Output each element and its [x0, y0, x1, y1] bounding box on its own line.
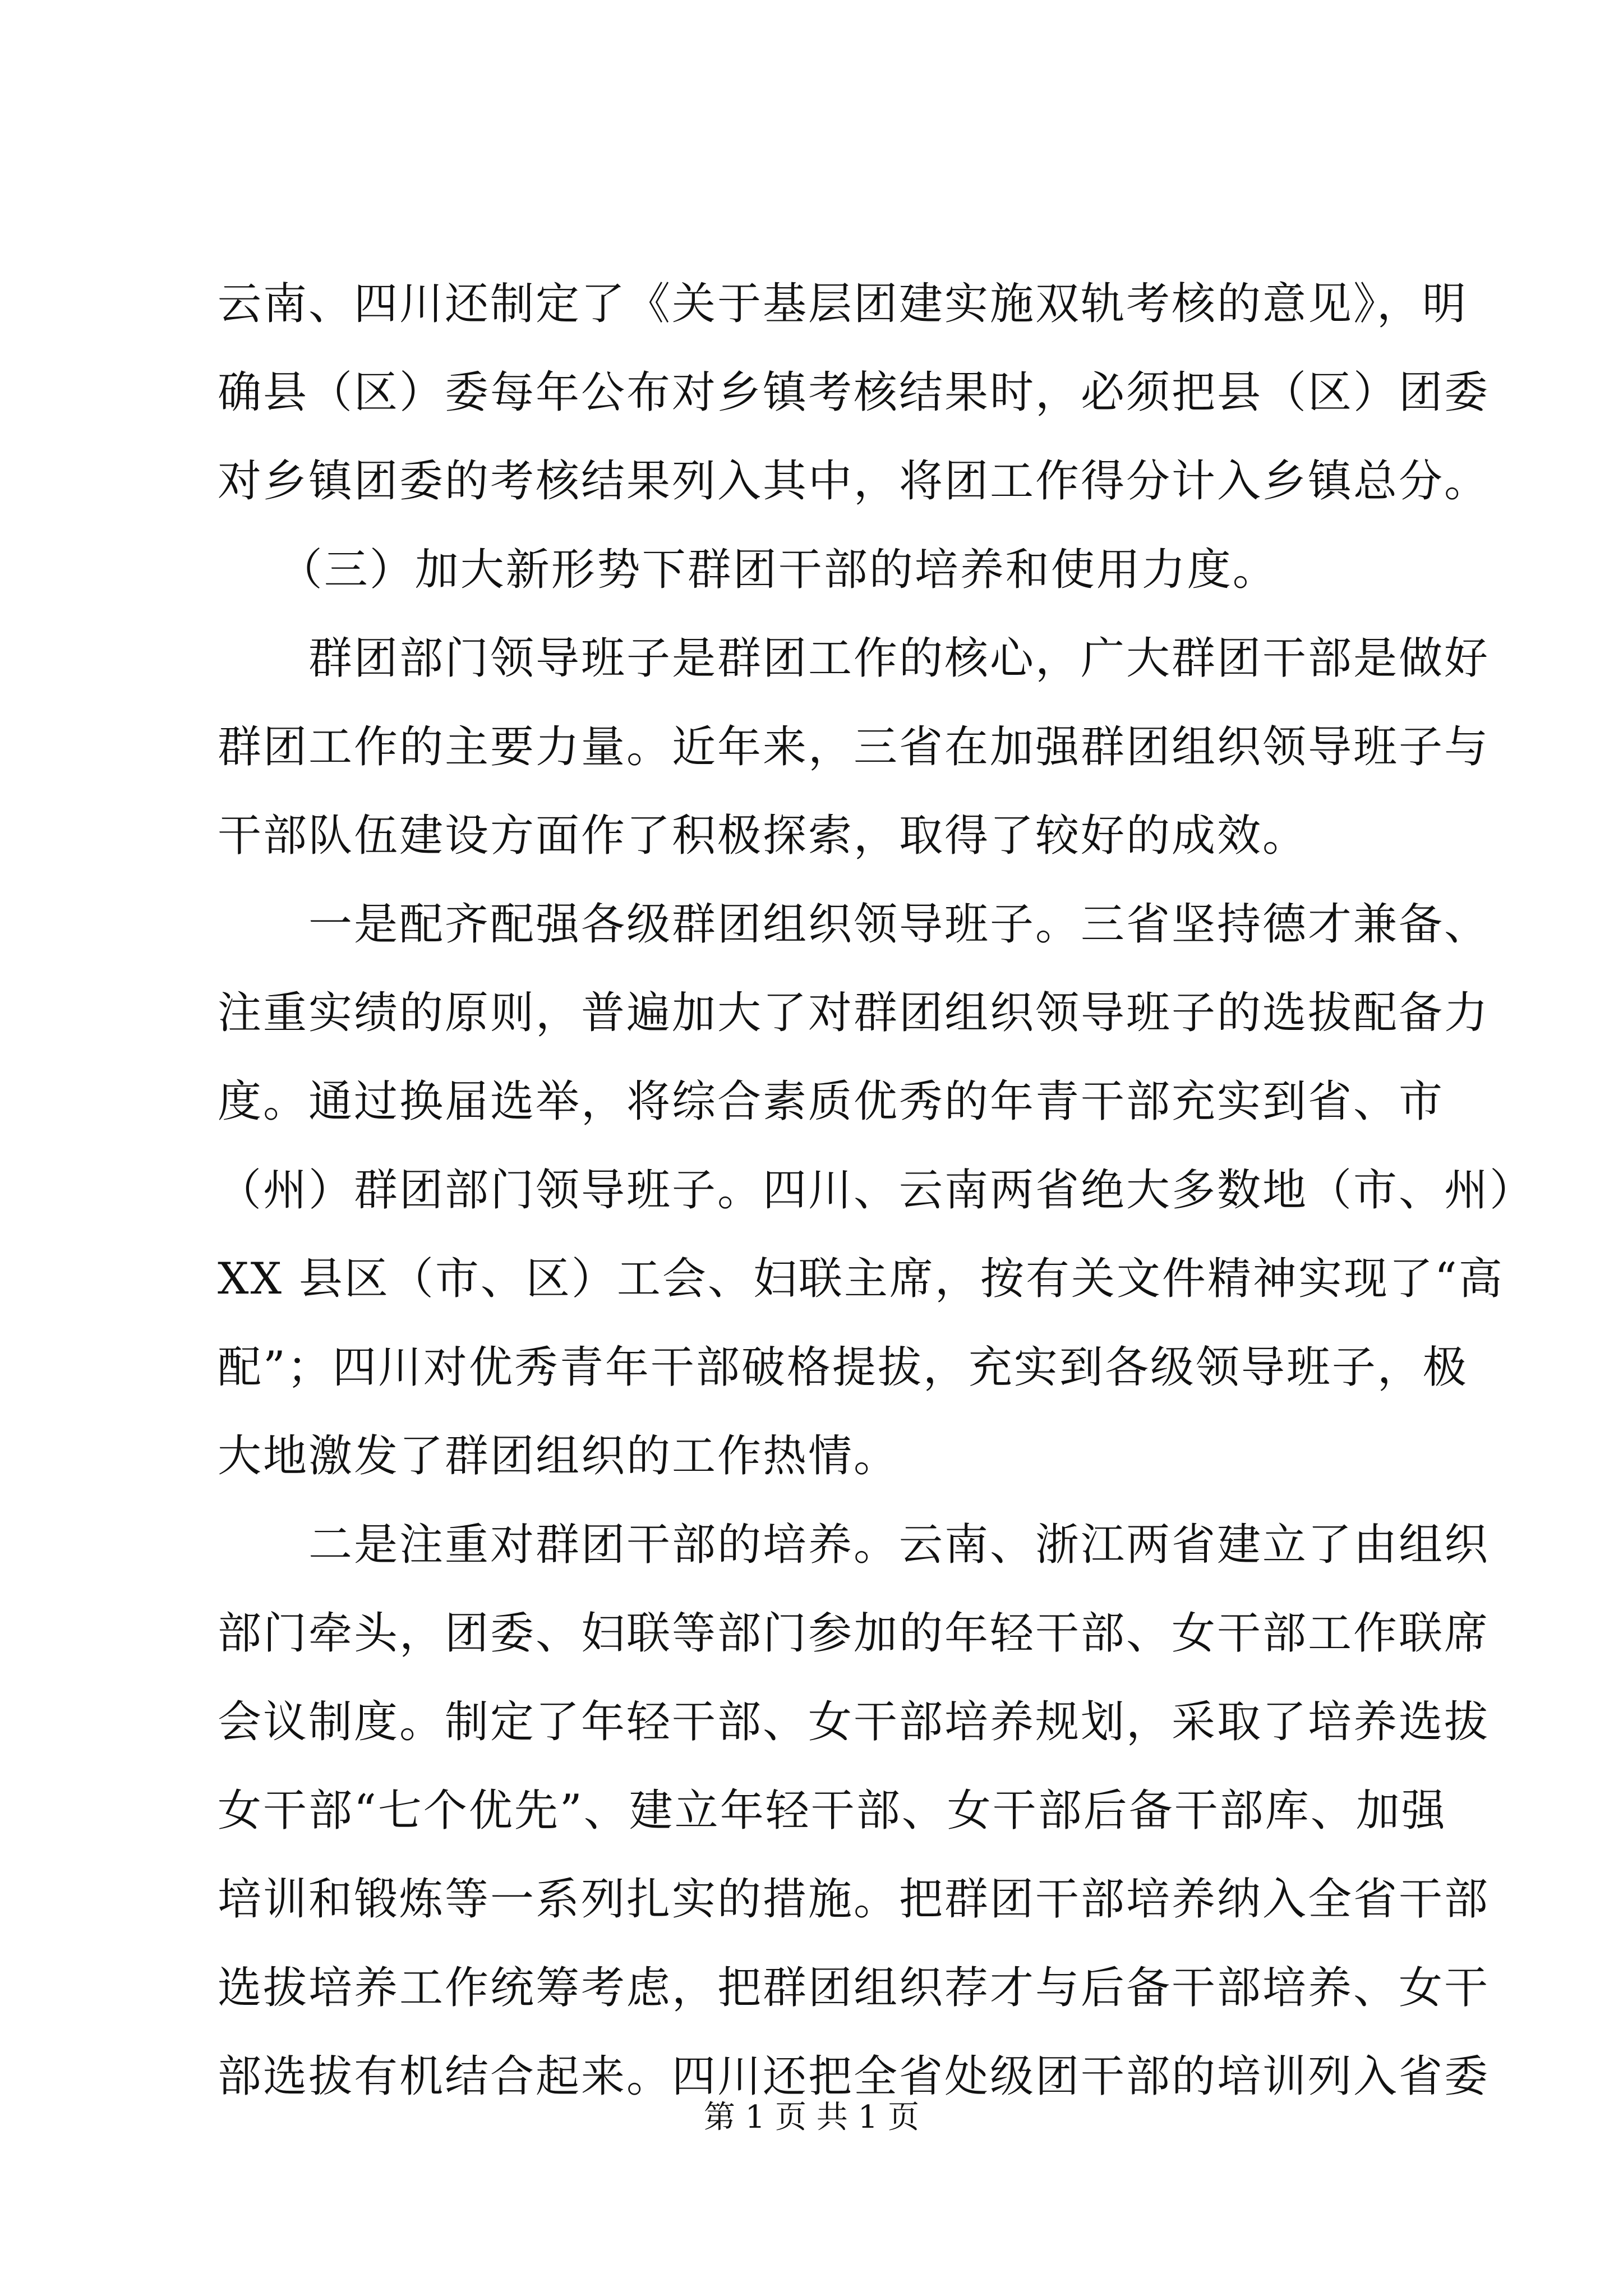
text-line: 确县（区）委每年公布对乡镇考核结果时，必须把县（区）团委 [218, 367, 1490, 418]
text-line: （州）群团部门领导班子。四川、云南两省绝大多数地（市、州） [218, 1165, 1536, 1216]
text-line: 部选拔有机结合起来。四川还把全省处级团干部的培训列入省委 [218, 2051, 1490, 2102]
text-line: 培训和锻炼等一系列扎实的措施。把群团干部培养纳入全省干部 [218, 1874, 1490, 1925]
text-line: 云南、四川还制定了《关于基层团建实施双轨考核的意见》，明 [218, 279, 1468, 329]
text-line: 注重实绩的原则，普遍加大了对群团组织领导班子的选拔配备力 [218, 988, 1490, 1038]
text-line: 一是配齐配强各级群团组织领导班子。三省坚持德才兼备、 [218, 899, 1490, 950]
section-heading: （三）加大新形势下群团干部的培养和使用力度。 [218, 545, 1278, 595]
text-line: XX 县区（市、区）工会、妇联主席，按有关文件精神实现了“高 [218, 1254, 1504, 1304]
text-line: 对乡镇团委的考核结果列入其中，将团工作得分计入乡镇总分。 [218, 456, 1490, 507]
text-line: 群团工作的主要力量。近年来，三省在加强群团组织领导班子与 [218, 722, 1490, 772]
text-line: 大地激发了群团组织的工作热情。 [218, 1431, 900, 1481]
text-line: 部门牵头，团委、妇联等部门参加的年轻干部、女干部工作联席 [218, 1608, 1490, 1659]
page-footer: 第 1 页 共 1 页 [703, 2099, 920, 2136]
text-line: 选拔培养工作统筹考虑，把群团组织荐才与后备干部培养、女干 [218, 1963, 1490, 2013]
text-line: 干部队伍建设方面作了积极探索，取得了较好的成效。 [218, 811, 1308, 861]
text-line: 配”；四川对优秀青年干部破格提拔，充实到各级领导班子，极 [218, 1342, 1468, 1393]
text-line: 二是注重对群团干部的培养。云南、浙江两省建立了由组织 [218, 1520, 1490, 1570]
body-text [218, 260, 1536, 2121]
text-line: 群团部门领导班子是群团工作的核心，广大群团干部是做好 [218, 633, 1490, 684]
text-line: 女干部“七个优先”、建立年轻干部、女干部后备干部库、加强 [218, 1786, 1447, 1836]
text-line: 会议制度。制定了年轻干部、女干部培养规划，采取了培养选拔 [218, 1697, 1490, 1747]
text-line: 度。通过换届选举，将综合素质优秀的年青干部充实到省、市 [218, 1076, 1445, 1127]
